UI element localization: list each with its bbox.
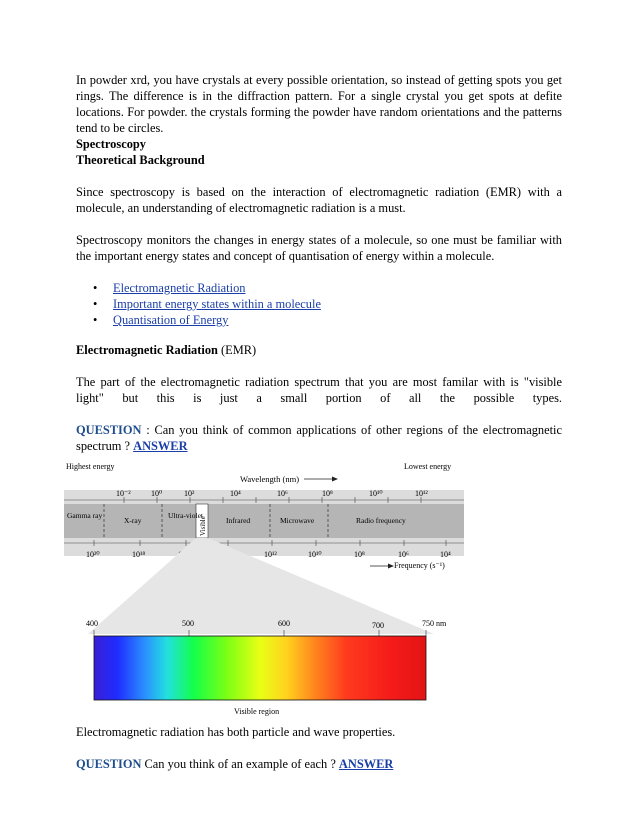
freq-tick-7: 10⁸ — [354, 550, 365, 559]
wl-tick-7: 10¹⁰ — [369, 489, 383, 498]
topic-link-list — [76, 280, 562, 328]
section-title: Spectroscopy — [76, 137, 146, 151]
lowest-energy-label: Lowest energy — [404, 462, 452, 471]
emr-heading — [76, 342, 562, 358]
visible-spectrum-bar — [94, 636, 426, 700]
freq-tick-6: 10¹⁰ — [308, 550, 322, 559]
region-uv: Ultra-violet — [168, 511, 203, 520]
link-energy-states[interactable]: Important energy states within a molecule — [113, 297, 321, 311]
region-radio: Radio frequency — [356, 516, 406, 525]
freq-tick-9: 10⁴ — [440, 550, 451, 559]
region-xray: X-ray — [124, 516, 142, 525]
freq-tick-8: 10⁶ — [398, 550, 409, 559]
wavelength-label: Wavelength (nm) — [240, 474, 300, 484]
emr-paragraph-line1: The part of the electromagnetic radiation spectrum that you are most familar with is "visible — [76, 375, 562, 389]
question2-text: Can you think of an example of each ? — [141, 757, 339, 771]
em-spectrum-svg — [64, 460, 464, 718]
document-content — [66, 72, 562, 772]
wl-tick-4: 10⁴ — [230, 489, 241, 498]
emr-heading-rest: (EMR) — [217, 343, 257, 357]
wavelength-arrow-head — [332, 477, 338, 482]
vis-tick-700: 700 — [372, 621, 384, 630]
wl-tick-8: 10¹² — [415, 489, 428, 498]
answer-link[interactable]: ANSWER — [133, 439, 188, 453]
wl-tick-1: 10⁻² — [116, 489, 131, 498]
question-applications — [76, 422, 562, 454]
vis-tick-600: 600 — [278, 619, 290, 628]
xrd-paragraph: In powder xrd, you have crystals at every possible orientation, so instead of getting spots you get rings. The difference is in the diffraction pattern. For a single crystal you get spots at defite locations. For powder. the crystals forming the powder have random orientations and the patterns tend to be circles. — [76, 73, 562, 135]
list-item — [113, 312, 562, 328]
frequency-label: Frequency (s⁻¹) — [394, 561, 445, 570]
region-infrared: Infrared — [226, 516, 251, 525]
answer2-link[interactable]: ANSWER — [338, 757, 394, 771]
spectroscopy-intro-paragraph: Since spectroscopy is based on the interaction of electromagnetic radiation (EMR) with a molecule, an understanding of electromagnetic radiation is a must. — [76, 185, 562, 215]
section-subtitle: Theoretical Background — [76, 153, 205, 167]
question-text: : Can you think of common applications of other regions of the electromagnetic spectrum ? — [76, 423, 562, 453]
list-item — [113, 280, 562, 296]
question2-label: QUESTION — [76, 757, 142, 771]
freq-tick-5: 10¹² — [264, 550, 277, 559]
wl-tick-2: 10⁰ — [151, 489, 163, 498]
region-visible: Visible — [199, 516, 207, 536]
closing-paragraph: Electromagnetic radiation has both particle and wave properties. — [76, 725, 396, 739]
region-gamma: Gamma ray — [67, 511, 103, 520]
wl-tick-5: 10⁶ — [277, 489, 288, 498]
question-example — [76, 756, 562, 772]
link-electromagnetic-radiation[interactable]: Electromagnetic Radiation — [113, 281, 246, 295]
freq-tick-1: 10²⁰ — [86, 550, 100, 559]
list-item — [113, 296, 562, 312]
link-quantisation[interactable]: Quantisation of Energy — [113, 313, 229, 327]
wl-tick-3: 10² — [184, 489, 195, 498]
question-label: QUESTION — [76, 423, 142, 437]
em-spectrum-diagram — [64, 460, 464, 720]
energy-states-paragraph: Spectroscopy monitors the changes in energy states of a molecule, so one must be familiar with the important energy states and concept of quantisation of energy within a molecule. — [76, 233, 562, 263]
vis-tick-500: 500 — [182, 619, 194, 628]
vis-tick-750: 750 nm — [422, 619, 447, 628]
freq-tick-2: 10¹⁸ — [132, 550, 146, 559]
emr-heading-bold: Electromagnetic Radiation — [76, 343, 218, 357]
emr-paragraph-line2: light" but this is just a small portion of all the possible types. — [76, 391, 562, 405]
wl-tick-6: 10⁸ — [322, 489, 333, 498]
region-microwave: Microwave — [280, 516, 315, 525]
visible-region-label: Visible region — [234, 707, 280, 716]
vis-tick-400: 400 — [86, 619, 98, 628]
highest-energy-label: Highest energy — [66, 462, 115, 471]
